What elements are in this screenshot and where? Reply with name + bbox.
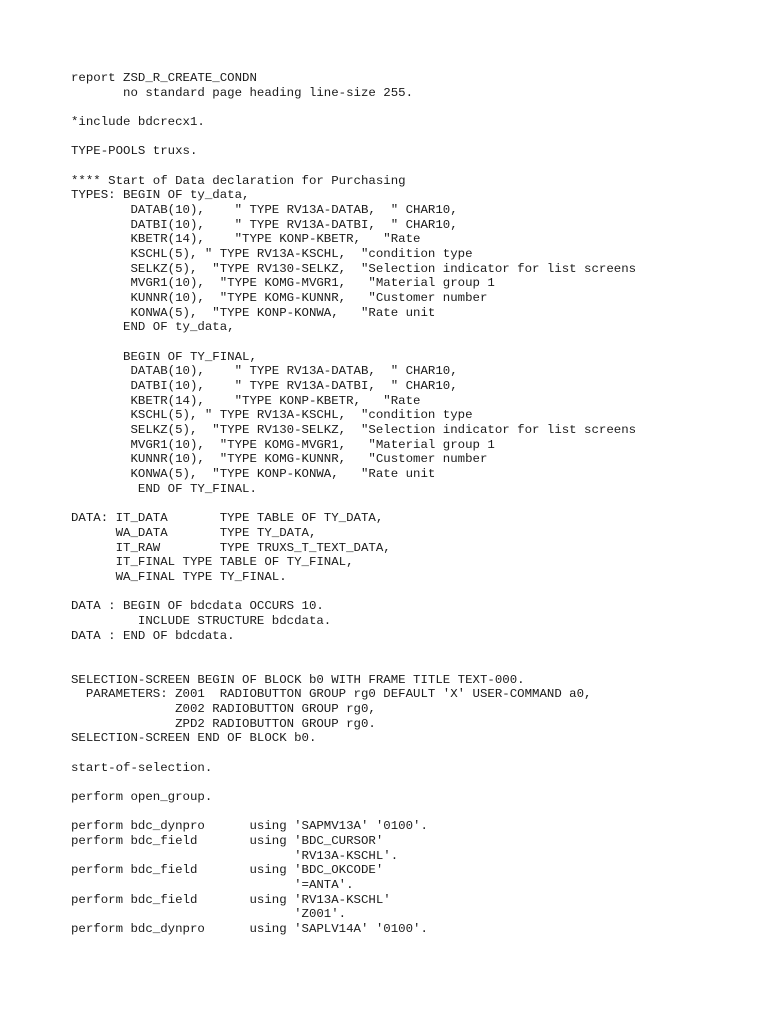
- code-line: 'RV13A-KSCHL'.: [71, 848, 399, 863]
- code-line: perform bdc_field using 'BDC_OKCODE': [71, 863, 384, 878]
- code-line: INCLUDE STRUCTURE bdcdata.: [71, 613, 332, 628]
- code-line: DATA: IT_DATA TYPE TABLE OF TY_DATA,: [71, 511, 384, 526]
- code-line: SELECTION-SCREEN END OF BLOCK b0.: [71, 731, 317, 746]
- code-line: TYPES: BEGIN OF ty_data,: [71, 188, 250, 203]
- code-line: perform bdc_dynpro using 'SAPMV13A' '0100'.: [71, 819, 428, 834]
- code-line: BEGIN OF TY_FINAL,: [71, 349, 257, 364]
- code-line: ZPD2 RADIOBUTTON GROUP rg0.: [71, 716, 376, 731]
- code-line: DATBI(10), " TYPE RV13A-DATBI, " CHAR10,: [71, 379, 458, 394]
- code-line: DATAB(10), " TYPE RV13A-DATAB, " CHAR10,: [71, 203, 458, 218]
- code-line: start-of-selection.: [71, 760, 213, 775]
- code-line: MVGR1(10), "TYPE KOMG-MVGR1, "Material group 1: [71, 437, 495, 452]
- code-line: [71, 746, 636, 761]
- code-line: SELKZ(5), "TYPE RV130-SELKZ, "Selection indicator for list screens: [71, 261, 637, 276]
- code-line: perform open_group.: [71, 789, 213, 804]
- code-line: SELKZ(5), "TYPE RV130-SELKZ, "Selection indicator for list screens: [71, 423, 637, 438]
- code-line: PARAMETERS: Z001 RADIOBUTTON GROUP rg0 DEFAULT 'X' USER-COMMAND a0,: [71, 687, 592, 702]
- code-line: Z002 RADIOBUTTON GROUP rg0,: [71, 701, 376, 716]
- code-line: KUNNR(10), "TYPE KOMG-KUNNR, "Customer number: [71, 452, 488, 467]
- code-line: [71, 100, 636, 115]
- code-line: KBETR(14), "TYPE KONP-KBETR, "Rate: [71, 393, 421, 408]
- code-line: WA_DATA TYPE TY_DATA,: [71, 525, 317, 540]
- code-line: WA_FINAL TYPE TY_FINAL.: [71, 569, 287, 584]
- code-line: *include bdcrecx1.: [71, 115, 205, 130]
- code-line: DATAB(10), " TYPE RV13A-DATAB, " CHAR10,: [71, 364, 458, 379]
- code-line: [71, 805, 636, 820]
- code-line: '=ANTA'.: [71, 877, 354, 892]
- code-line: report ZSD_R_CREATE_CONDN: [71, 71, 257, 85]
- code-line: [71, 496, 636, 511]
- code-line: [71, 130, 636, 145]
- code-line: perform bdc_field using 'RV13A-KSCHL': [71, 892, 391, 907]
- code-line: MVGR1(10), "TYPE KOMG-MVGR1, "Material group 1: [71, 276, 495, 291]
- code-line: perform bdc_dynpro using 'SAPLV14A' '0100'.: [71, 921, 428, 936]
- code-line: END OF TY_FINAL.: [71, 481, 257, 496]
- code-line: [71, 775, 636, 790]
- code-line: [71, 159, 636, 174]
- code-line: 'Z001'.: [71, 907, 347, 922]
- code-line: no standard page heading line-size 255.: [71, 85, 414, 100]
- code-line: SELECTION-SCREEN BEGIN OF BLOCK b0 WITH FRAME TITLE TEXT-000.: [71, 672, 525, 687]
- code-line: DATBI(10), " TYPE RV13A-DATBI, " CHAR10,: [71, 217, 458, 232]
- code-line: TYPE-POOLS truxs.: [71, 144, 198, 159]
- code-line: END OF ty_data,: [71, 320, 235, 335]
- abap-source-code: [71, 71, 636, 937]
- code-line: DATA : BEGIN OF bdcdata OCCURS 10.: [71, 599, 324, 614]
- code-line: KBETR(14), "TYPE KONP-KBETR, "Rate: [71, 232, 421, 247]
- code-line: KSCHL(5), " TYPE RV13A-KSCHL, "condition type: [71, 247, 473, 262]
- code-line: **** Start of Data declaration for Purchasing: [71, 173, 406, 188]
- code-line: [71, 658, 636, 673]
- code-line: IT_FINAL TYPE TABLE OF TY_FINAL,: [71, 555, 354, 570]
- code-line: KUNNR(10), "TYPE KOMG-KUNNR, "Customer number: [71, 291, 488, 306]
- code-line: perform bdc_field using 'BDC_CURSOR': [71, 833, 384, 848]
- code-line: KSCHL(5), " TYPE RV13A-KSCHL, "condition type: [71, 408, 473, 423]
- code-line: KONWA(5), "TYPE KONP-KONWA, "Rate unit: [71, 467, 436, 482]
- code-line: [71, 643, 636, 658]
- code-line: KONWA(5), "TYPE KONP-KONWA, "Rate unit: [71, 305, 436, 320]
- code-line: DATA : END OF bdcdata.: [71, 628, 235, 643]
- code-line: IT_RAW TYPE TRUXS_T_TEXT_DATA,: [71, 540, 391, 555]
- code-line: [71, 335, 636, 350]
- code-line: [71, 585, 636, 600]
